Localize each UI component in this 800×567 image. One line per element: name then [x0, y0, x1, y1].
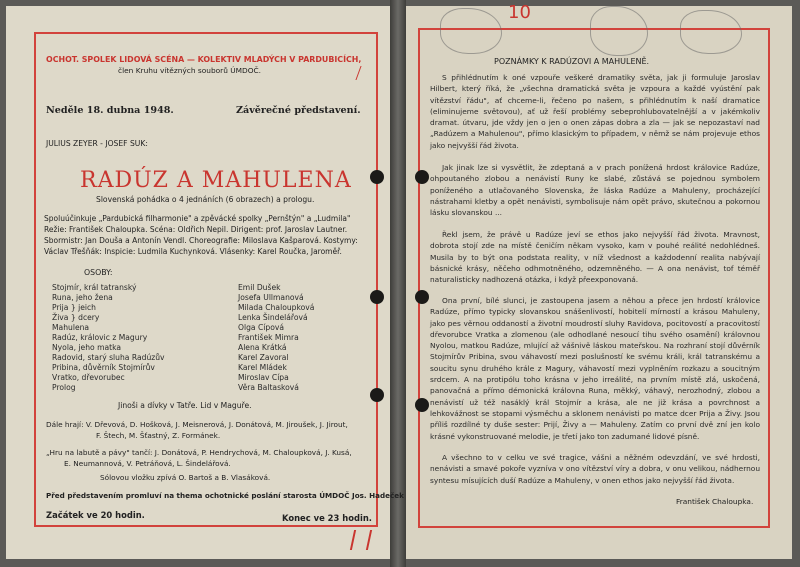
notes-title: POZNÁMKY K RADÚZOVI A MAHULENĚ.	[494, 57, 650, 66]
also-playing-line: F. Štech, M. Šťastný, Z. Formánek.	[96, 431, 221, 440]
organizer-header: OCHOT. SPOLEK LIDOVÁ SCÉNA — KOLEKTIV MLADÝCH V PARDUBICÍCH,	[46, 55, 362, 64]
cast-heading: OSOBY:	[84, 268, 113, 277]
notes-paragraph: A všechno to v celku ve své tragice, vášni a něžném odevzdání, ve své hrdosti, nenávisti a smavé pokoře vyzníva v ono vítězství víry a dobra, v onu velikou, nádhernou syntesu mísujících duší Radúze a Mahuleny, v onen ethos jako nejvyšší řád života.	[430, 453, 760, 485]
binding-hole	[415, 290, 429, 304]
notes-signature: František Chaloupka.	[676, 497, 754, 506]
credits-line: Sbormistr: Jan Douša a Antonín Vendl. Choreografie: Miloslava Kašparová. Kostymy:	[44, 236, 358, 245]
cast-role: Mahulena	[52, 323, 90, 332]
cast-actor: Lenka Šindelářová	[238, 313, 308, 322]
cast-role: Prolog	[52, 383, 76, 392]
cast-actor: Miroslav Cípa	[238, 373, 289, 382]
performance-type: Závěrečné představení.	[236, 105, 361, 116]
chorus-line: Jinoši a dívky v Tatře. Lid v Maguře.	[118, 401, 252, 410]
cast-actor: Věra Baltasková	[238, 383, 299, 392]
cast-actor: Alena Krátká	[238, 343, 287, 352]
cast-actor: Emil Dušek	[238, 283, 281, 292]
cast-role: Prija } jeich	[52, 303, 96, 312]
pencil-scribble	[680, 10, 742, 54]
binding-hole	[415, 170, 429, 184]
cast-role: Radúz, královic z Magury	[52, 333, 148, 342]
credits-line: Václav Třešňák: Inspicie: Ludmila Kuchynková. Vlásenky: Karel Roučka, Jaroměř.	[44, 247, 342, 256]
cast-role: Nyola, jeho matka	[52, 343, 122, 352]
performance-date: Neděle 18. dubna 1948.	[46, 105, 174, 116]
cast-role: Pribina, důvěrník Stojmírův	[52, 363, 155, 372]
pencil-scribble	[590, 6, 648, 56]
cast-actor: Karel Mládek	[238, 363, 287, 372]
credits-line: Režie: František Chaloupka. Scéna: Oldřich Nepil. Dirigent: prof. Jaroslav Lautner.	[44, 225, 348, 234]
binding-hole	[370, 388, 384, 402]
start-time: Začátek ve 20 hodin.	[46, 510, 145, 520]
cast-actor: Milada Chaloupková	[238, 303, 315, 312]
authors: JULIUS ZEYER - JOSEF SUK:	[46, 139, 148, 148]
handwritten-page-number: 10	[508, 2, 531, 23]
cast-actor: Josefa Ullmanová	[238, 293, 304, 302]
dancers-line: E. Neumannová, V. Petráňová, L. Šindelářová.	[64, 459, 231, 468]
pencil-scribble	[440, 8, 502, 54]
play-title: RADÚZ A MAHULENA	[80, 168, 352, 193]
cast-role: Radovid, starý sluha Radúzův	[52, 353, 165, 362]
cast-actor: Olga Cípová	[238, 323, 285, 332]
notes-paragraph: Ona první, bílé slunci, je zastoupena jasem a něhou a přece jen hrdostí královice Radúze, přímo typicky slovanskou snášenlivostí, hobitelí mírností a krásou Mahuleny, jako pes věrnou oddaností a životní moudrostí sluhy Ravidova, pocitovostí a pracovitostí dřevorubce Vratka a zlomenou (ale odhodlané nesoucí tihu svého osamění) královnou Nyolou, matkou Radúze, mlující až vášnivě láskou mateřskou. Na rozhraní stojí důvěrník Stojmírův Pribina, svou váhavostí mezi poslušností ke svému králi, král tatranskému a soucitu synu druhého krále z Magury, váhavostí mezi vyplněním rozkazu a soucitným srdcem. A na protipólu toho krásna v jeho irreálité, na prvním místě zlá, uskočená, panovačná a přímo démonická královna Runa, měkký, váhavý, nerozhodný, zlobou a nenávistí už též nasáklý král Stojmír a krása, ale ne již krása a povrchnost a lehkovážnost se stopami výsměchu a sklonem nenávisti po matce dcer Prija a Živy. Jsou příliš rozdílné ty duše sester: Prijí, Živy a — Mahuleny. Zatím co první dvě zní jen kolo krásné vykonstruované melodie, je třetí jako ton zadumané lidové písně.	[430, 296, 760, 441]
binding-hole	[415, 398, 429, 412]
end-time: Konec ve 23 hodin.	[282, 513, 372, 523]
notes-paragraph: Řekl jsem, že právě u Radúze jeví se ethos jako nejvyšší řád života. Mravnost, dobrota stojí zde na místě čeničím někam vysoko, kam v pouhé reálité nedohlédneš. Musila by to být ona podstata reality, v níž všednost a každodenní realita nabývají básnické krásy, něčeho odhmotněného, odzemněného. — A ona nenávist, tof téměř naturalisticky nadhozená otázka, i když přeexponovaná.	[430, 230, 760, 285]
cast-role: Vratko, dřevorubec	[52, 373, 125, 382]
cast-role: Runa, jeho žena	[52, 293, 113, 302]
notes-paragraph: S přihlédnutím k oné vzpouře veškeré dramatiky světa, jak ji formuluje Jaroslav Hilbert, který říká, že „všechna dramatická světa je vzpoura a každé vyústění pak vítězství řádu", ať chceme-li, řečeno po našem, s přihlédnutím k naší dramatice (eliminujeme světovou), ať už řeší problémy sebeprohlubovatelnější a v jakémkoliv dramat. útvaru, jde vždy jen o jen o onen zápas dobra a zla — jak se nepozastaví nad „Radúzem a Mahulenou", přímo klasickým to případem, v němž se nám projevuje ethos jako nejvyšší řád života.	[430, 73, 760, 150]
credits-line: Spoluúčinkuje „Pardubická filharmonie" a zpěvácké spolky „Pernštýn" a „Ludmila"	[44, 214, 351, 223]
binding-hole	[370, 290, 384, 304]
cast-actor: Karel Zavoral	[238, 353, 289, 362]
play-subtitle: Slovenská pohádka o 4 jednáních (6 obrazech) a prologu.	[96, 195, 315, 204]
book-gutter	[390, 0, 406, 567]
speech-note: Před představením promluví na thema ochotnické poslání starosta ÚMDOČ Jos. Hadeček	[46, 491, 404, 500]
binding-hole	[370, 170, 384, 184]
cast-role: Živa } dcery	[52, 313, 100, 322]
also-playing-line: Dále hrají: V. Dřevová, D. Hošková, J. Meisnerová, J. Donátová, M. Jiroušek, J. Jirout,	[46, 420, 348, 429]
cast-role: Stojmír, král tatranský	[52, 283, 137, 292]
organizer-subheader: člen Kruhu vítězných souborů ÚMDOČ.	[118, 66, 262, 75]
cast-actor: František Mimra	[238, 333, 299, 342]
solo-line: Sólovou vložku zpívá O. Bartoš a B. Vlasáková.	[100, 473, 271, 482]
notes-paragraph: Jak jinak lze si vysvětlit, že zdeptaná a v prach ponížená hrdost královice Radúze, ohpoutaného zlobou a nenávistí Runy ke slabé, zůstává se pojednou symbolem poníženého a utlačovaného Slovenska, že láska Radúze a Mahuleny, procházející nástrahami kletby a opět nenávisti, symbolisuje nám opět právo, skutečnou a pokornou lásku slovanskou ...	[430, 163, 760, 218]
dancers-line: „Hru na labutě a pávy" tančí: J. Donátová, P. Hendrychová, M. Chaloupková, J. Kusá,	[46, 448, 352, 457]
